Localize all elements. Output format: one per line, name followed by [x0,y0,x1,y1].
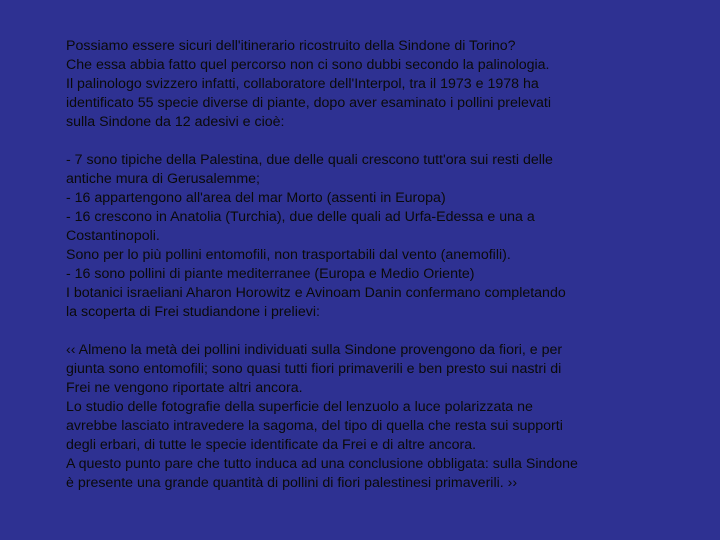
paragraph-quote [66,341,666,493]
text-line: ‹‹ Almeno la metà dei pollini individuati sulla Sindone provengono da fiori, e per [66,342,563,358]
text-line: Costantinopoli. [66,228,160,244]
text-line: - 16 crescono in Anatolia (Turchia), due delle quali ad Urfa-Edessa e una a [66,209,535,225]
text-line: è presente una grande quantità di pollini di fiori palestinesi primaverili. ›› [66,475,518,491]
paragraph-intro [66,37,666,132]
text-line: - 16 sono pollini di piante mediterranee (Europa e Medio Oriente) [66,266,475,282]
text-line: Che essa abbia fatto quel percorso non ci sono dubbi secondo la palinologia. [66,57,550,73]
text-line: Possiamo essere sicuri dell'itinerario ricostruito della Sindone di Torino? [66,38,516,54]
text-line: avrebbe lasciato intravedere la sagoma, del tipo di quella che resta sui supporti [66,418,563,434]
slide-text-body [66,37,666,493]
paragraph-pollen-list [66,151,666,322]
text-line: degli erbari, di tutte le specie identificate da Frei e di altre ancora. [66,437,477,453]
text-line: I botanici israeliani Aharon Horowitz e Avinoam Danin confermano completando [66,285,566,301]
text-line: identificato 55 specie diverse di piante, dopo aver esaminato i pollini prelevati [66,95,552,111]
text-line: antiche mura di Gerusalemme; [66,171,260,187]
text-line: - 16 appartengono all'area del mar Morto (assenti in Europa) [66,190,446,206]
text-line: A questo punto pare che tutto induca ad una conclusione obbligata: sulla Sindone [66,456,578,472]
text-line: - 7 sono tipiche della Palestina, due delle quali crescono tutt'ora sui resti delle [66,152,553,168]
text-line: la scoperta di Frei studiandone i prelievi: [66,304,320,320]
text-line: Il palinologo svizzero infatti, collaboratore dell'Interpol, tra il 1973 e 1978 ha [66,76,539,92]
paragraph-spacer [66,132,666,151]
text-line: Sono per lo più pollini entomofili, non trasportabili dal vento (anemofili). [66,247,511,263]
text-line: sulla Sindone da 12 adesivi e cioè: [66,114,285,130]
paragraph-spacer [66,322,666,341]
text-line: Lo studio delle fotografie della superficie del lenzuolo a luce polarizzata ne [66,399,533,415]
text-line: Frei ne vengono riportate altri ancora. [66,380,303,396]
text-line: giunta sono entomofili; sono quasi tutti fiori primaverili e ben presto sui nastri di [66,361,562,377]
